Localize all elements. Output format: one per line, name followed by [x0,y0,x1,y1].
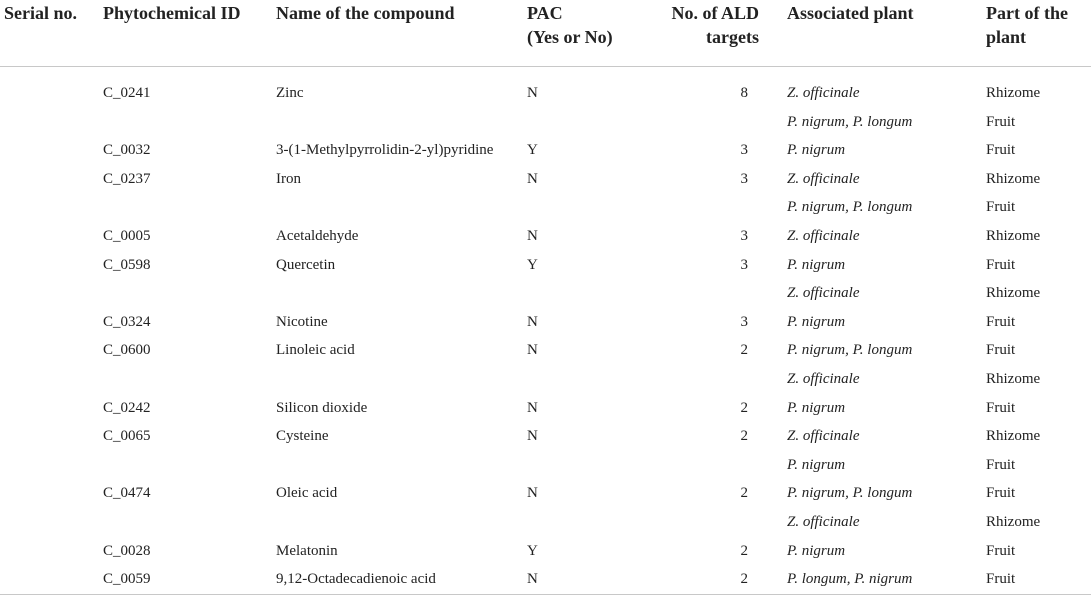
plant-part-cell: Fruit [986,399,1016,416]
associated-plant-cell: P. nigrum [787,542,846,559]
plant-part-cell: Fruit [986,456,1016,473]
associated-plant-cell: Z. officinale [787,227,860,244]
header-associated-plant: Associated plant [787,0,986,67]
serial-cell [0,508,103,537]
ald-targets-cell [633,365,787,394]
compound-name-cell: Zinc [276,85,304,101]
associated-plant-cell: P. nigrum [787,399,846,416]
phytochemical-id-cell: C_0324 [103,313,151,330]
ald-targets-cell: 2 [740,428,748,445]
phytochemical-id-cell: C_0598 [103,256,151,273]
associated-plant-cell: P. nigrum, P. longum [787,342,913,359]
pac-cell [527,279,633,308]
compound-name-cell: 9,12-Octadecadienoic acid [276,565,527,594]
pac-cell: N [527,428,538,445]
phytochemical-id-cell [103,451,276,480]
pac-cell [527,508,633,537]
ald-targets-cell: 3 [740,313,748,330]
table-row [0,251,1091,280]
plant-part-cell: Rhizome [986,85,1041,101]
pac-cell: Y [527,542,538,559]
compound-name-cell [276,279,527,308]
phytochemical-id-cell [103,193,276,222]
phytochemical-id-cell: C_0032 [103,142,151,159]
phytochemical-id-cell: C_0065 [103,428,151,445]
phytochemical-id-cell: C_0237 [103,170,151,187]
table-row [0,451,1091,480]
pac-cell: Y [527,256,538,273]
associated-plant-cell: Z. officinale [787,170,860,187]
associated-plant-cell: Z. officinale [787,370,860,387]
compound-name-cell: Iron [276,170,301,187]
plant-part-cell: Fruit [986,342,1016,359]
plant-part-cell: Rhizome [986,370,1041,387]
table-row [0,279,1091,308]
table-row [0,165,1091,194]
compound-name-cell: Cysteine [276,428,329,445]
serial-cell [0,136,103,165]
associated-plant-cell: P. nigrum, P. longum [787,113,913,130]
serial-cell [0,251,103,280]
plant-part-cell: Fruit [986,199,1016,216]
plant-part-cell: Fruit [986,313,1016,330]
table-row [0,422,1091,451]
ald-targets-cell: 2 [740,342,748,359]
plant-part-cell: Fruit [986,256,1016,273]
ald-targets-cell: 3 [740,142,748,159]
plant-part-cell: Rhizome [986,170,1041,187]
plant-part-cell: Fruit [986,113,1016,130]
associated-plant-cell: Z. officinale [787,285,860,302]
associated-plant-cell: P. nigrum, P. longum [787,485,913,502]
table-row [0,479,1091,508]
phytochemical-id-cell: C_0241 [103,85,151,101]
compound-name-cell: Acetaldehyde [276,227,359,244]
serial-cell [0,67,103,108]
associated-plant-cell: Z. officinale [787,513,860,530]
plant-part-cell: Fruit [986,565,1091,594]
pac-cell [527,108,633,137]
pac-cell [527,451,633,480]
phytochemical-id-cell [103,508,276,537]
compound-name-cell [276,365,527,394]
pac-cell: N [527,313,538,330]
serial-cell [0,565,103,594]
table-row [0,336,1091,365]
ald-targets-cell: 3 [740,170,748,187]
pac-cell [527,193,633,222]
serial-cell [0,279,103,308]
serial-cell [0,222,103,251]
compound-name-cell: Oleic acid [276,485,338,502]
table-row [0,508,1091,537]
serial-cell [0,365,103,394]
pac-cell: N [527,399,538,416]
header-serial: Serial no. [0,0,103,67]
serial-cell [0,193,103,222]
compound-name-cell [276,451,527,480]
compound-name-cell: Quercetin [276,256,336,273]
table-row [0,222,1091,251]
table-row [0,537,1091,566]
associated-plant-cell: Z. officinale [787,428,860,445]
associated-plant-cell: P. nigrum, P. longum [787,199,913,216]
table-row [0,565,1091,594]
associated-plant-cell: P. nigrum [787,142,846,159]
pac-cell: N [527,565,633,594]
table-row [0,365,1091,394]
ald-targets-cell [633,108,787,137]
compound-name-cell: Linoleic acid [276,342,355,359]
compound-name-cell [276,508,527,537]
header-row [0,0,1091,67]
phytochemical-id-cell [103,365,276,394]
phytochemical-id-cell: C_0474 [103,485,151,502]
pac-cell [527,365,633,394]
serial-cell [0,108,103,137]
ald-targets-cell [633,279,787,308]
header-pac: PAC (Yes or No) [527,0,633,67]
ald-targets-cell: 3 [740,227,748,244]
serial-cell [0,308,103,337]
header-ald-targets: No. of ALD targets [633,0,787,67]
pac-cell: N [527,227,538,244]
plant-part-cell: Rhizome [986,227,1041,244]
pac-cell: N [527,342,538,359]
associated-plant-cell: Z. officinale [787,85,860,101]
compound-name-cell [276,108,527,137]
phytochemical-id-cell: C_0242 [103,399,151,416]
plant-part-cell: Fruit [986,542,1016,559]
associated-plant-cell: P. longum, P. nigrum [787,565,986,594]
phytochemical-id-cell [103,279,276,308]
table-row [0,67,1091,108]
ald-targets-cell [633,451,787,480]
compound-name-cell: Silicon dioxide [276,399,368,416]
table-row [0,136,1091,165]
table-row [0,394,1091,423]
associated-plant-cell: P. nigrum [787,313,846,330]
phytochemical-id-cell: C_0059 [103,565,276,594]
phytochemical-id-cell: C_0028 [103,542,151,559]
compound-name-cell: Melatonin [276,542,338,559]
ald-targets-cell: 2 [633,565,787,594]
ald-targets-cell: 2 [740,542,748,559]
pac-cell: N [527,485,538,502]
table-row [0,108,1091,137]
associated-plant-cell: P. nigrum [787,256,846,273]
ald-targets-cell: 3 [740,256,748,273]
plant-part-cell: Rhizome [986,285,1041,302]
table-row [0,308,1091,337]
header-compound-name: Name of the compound [276,0,527,67]
ald-targets-cell [633,508,787,537]
phytochemical-id-cell [103,108,276,137]
serial-cell [0,537,103,566]
associated-plant-cell: P. nigrum [787,456,846,473]
ald-targets-cell: 2 [740,399,748,416]
compound-name-cell: 3-(1-Methylpyrrolidin-2-yl)pyridine [276,142,494,159]
serial-cell [0,479,103,508]
plant-part-cell: Fruit [986,485,1016,502]
pac-cell: N [527,170,538,187]
ald-targets-cell [633,193,787,222]
header-phytochemical-id: Phytochemical ID [103,0,276,67]
serial-cell [0,451,103,480]
serial-cell [0,394,103,423]
pac-cell: Y [527,142,538,159]
compound-name-cell: Nicotine [276,313,328,330]
table-row [0,193,1091,222]
plant-part-cell: Rhizome [986,428,1041,445]
compound-name-cell [276,193,527,222]
header-plant-part: Part of the plant [986,0,1091,67]
phytochemical-id-cell: C_0600 [103,342,151,359]
plant-part-cell: Rhizome [986,513,1041,530]
ald-targets-cell: 8 [740,85,748,101]
serial-cell [0,165,103,194]
plant-part-cell: Fruit [986,142,1016,159]
serial-cell [0,336,103,365]
ald-targets-cell: 2 [740,485,748,502]
serial-cell [0,422,103,451]
phytochemical-id-cell: C_0005 [103,227,151,244]
pac-cell: N [527,85,538,101]
